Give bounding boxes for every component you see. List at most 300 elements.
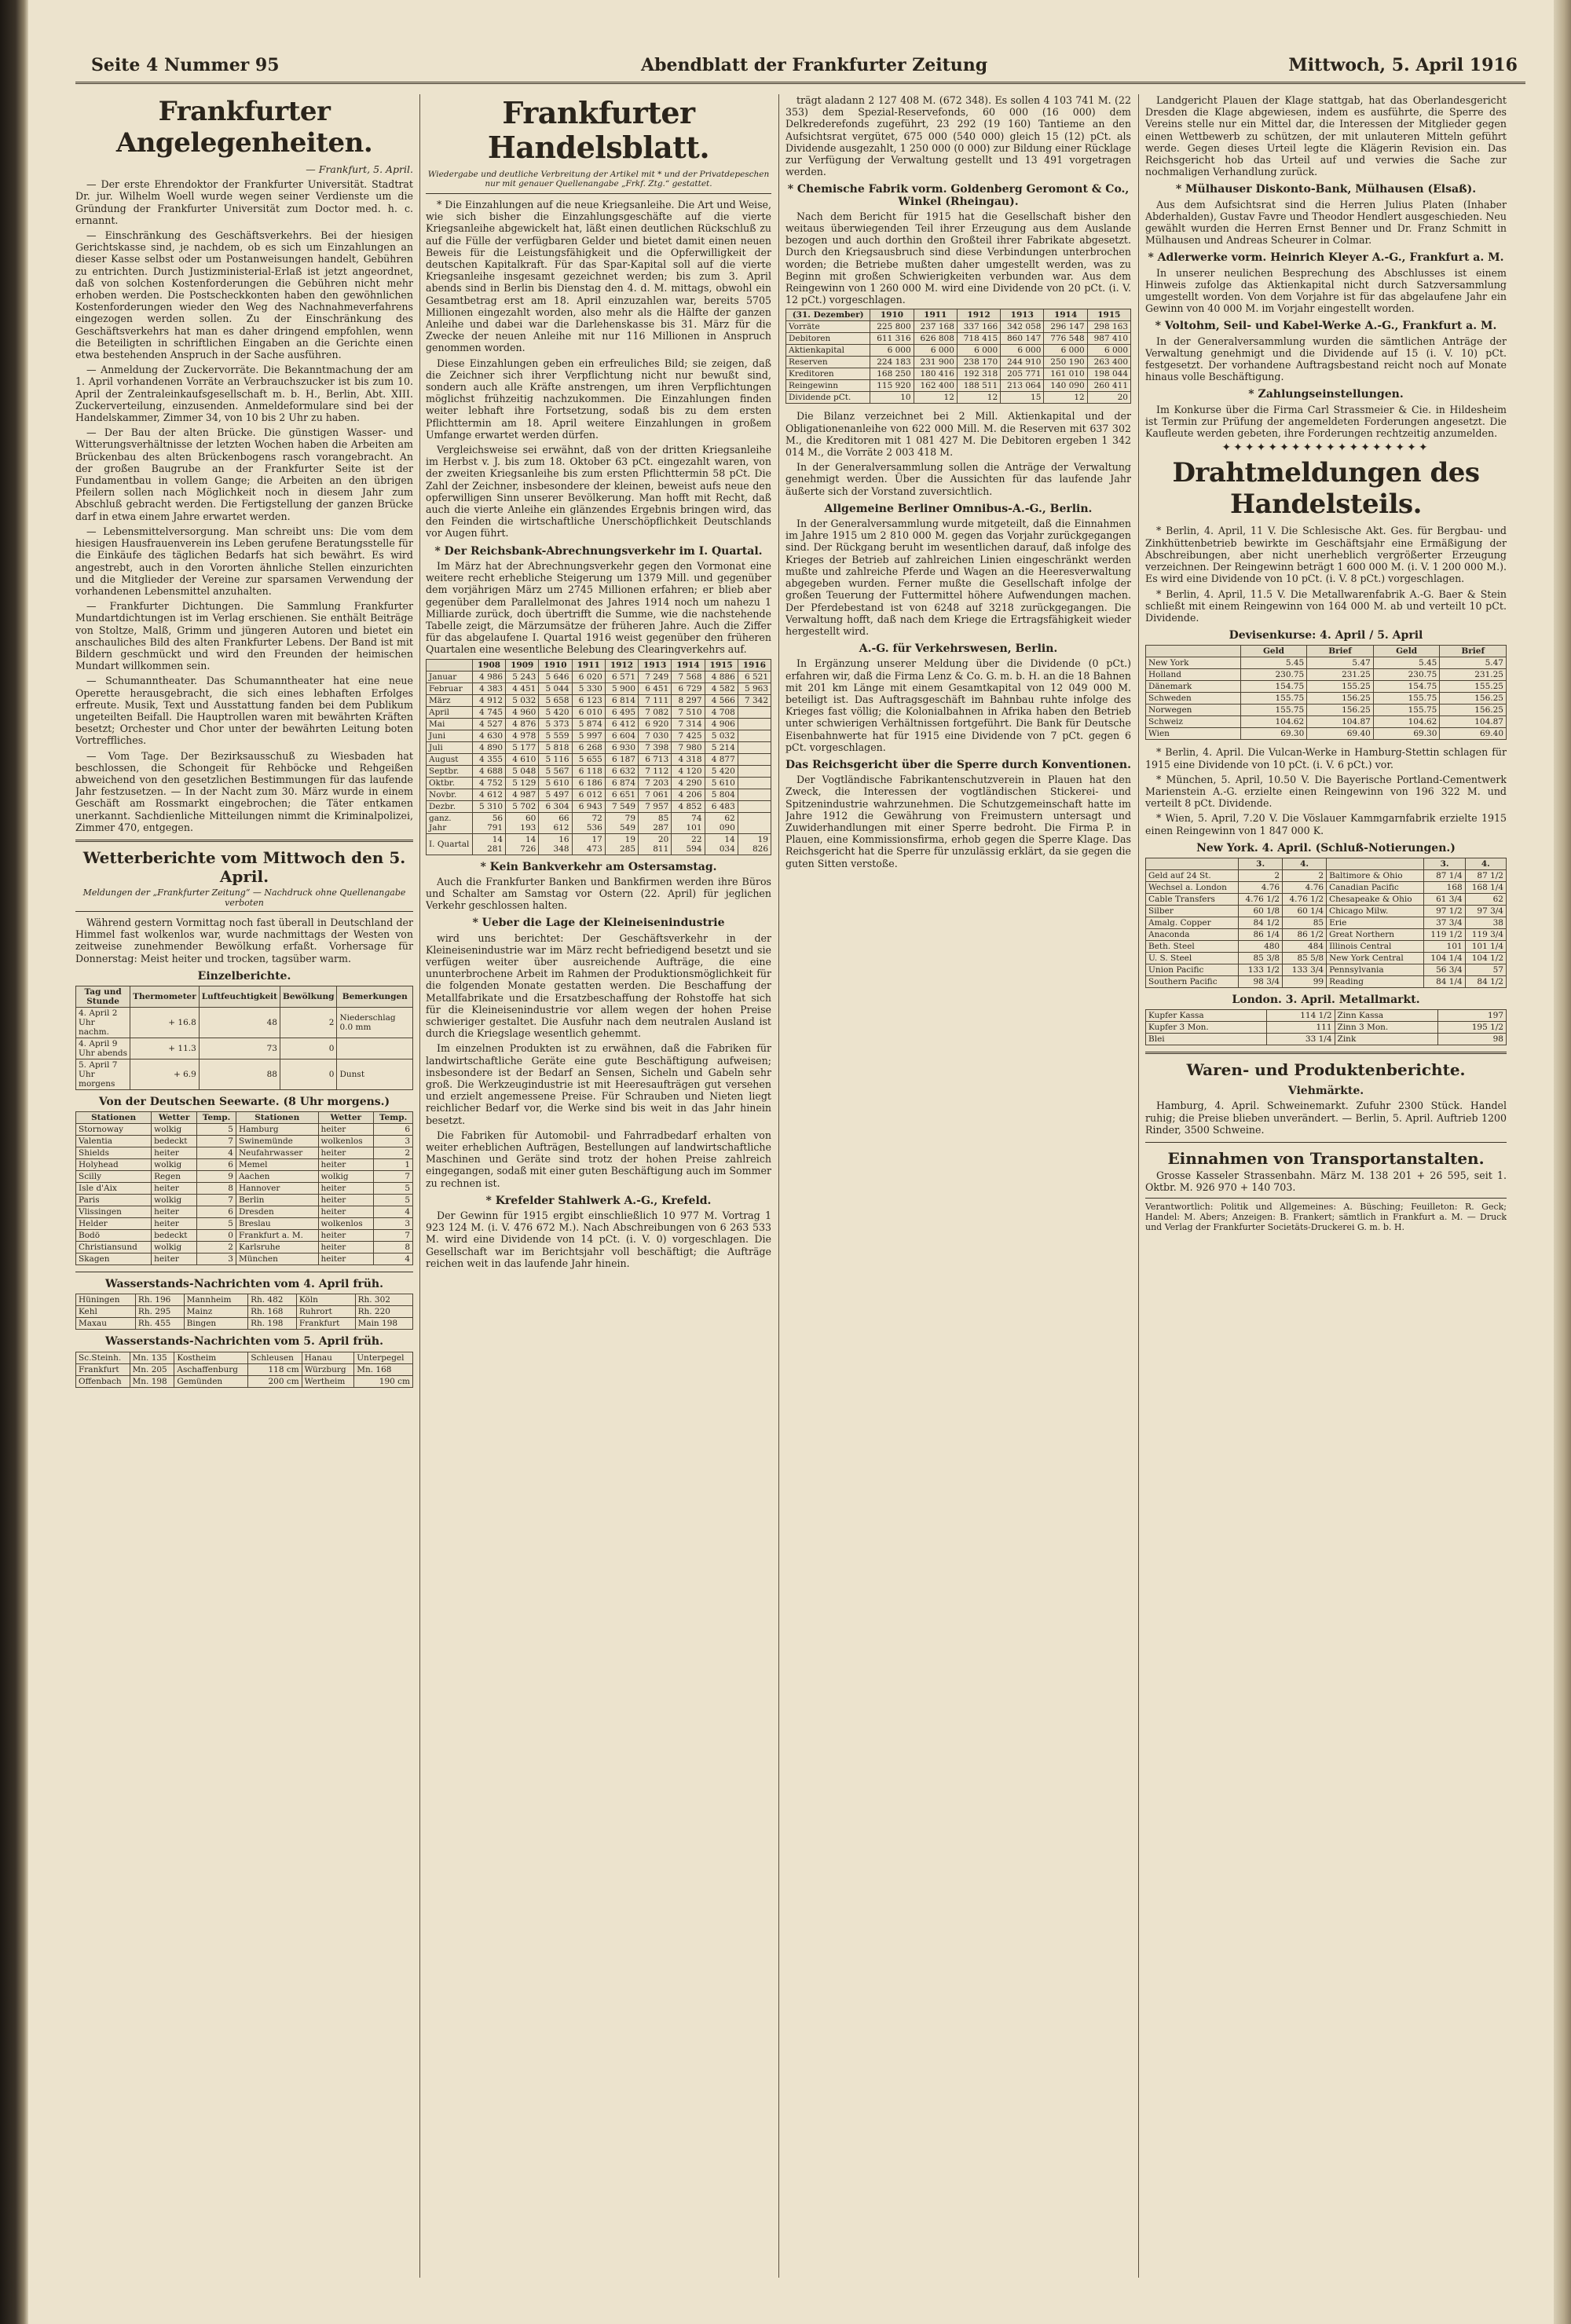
seewarte-header: Stationen: [76, 1112, 152, 1124]
water-report-title-2: Wasserstands-Nachrichten vom 5. April früh.: [105, 1335, 383, 1349]
clearing-header: [427, 659, 473, 671]
clearing-table: [426, 659, 771, 855]
clearing-header: 1912: [605, 659, 638, 671]
article-paragraph: — Der Bau der alten Brücke. Die günstigen Wasser- und Witterungsverhältnisse der letzten Wochen haben die Arbeiten am Brückenbau des alten Brückenbogens rasch vorangebracht. An der großen Baugrube an der Frankfurter Seite ist der Fundamentbau in vollem Gange; die Arbeiten an den übrigen Pfeilern sollen nach Möglichkeit noch in diesem Jahr zum Abschluß gebracht werden. Die Fertigstellung der ganzen Brücke darf in etwa einem Jahre erwartet werden.: [75, 426, 413, 522]
page-edge: [1554, 0, 1571, 2324]
seewarte-header: Stationen: [236, 1112, 318, 1124]
devisen-cell: Schweden: [1146, 693, 1241, 705]
clearing-cell: 7 314: [672, 718, 705, 730]
seewarte-cell: heiter: [152, 1206, 197, 1218]
clearing-cell: 4 906: [705, 718, 738, 730]
seewarte-row: [76, 1230, 413, 1242]
section-title-handelsblatt: Frankfurter Handelsblatt.: [487, 95, 710, 165]
balance-cell: 237 168: [914, 321, 957, 333]
devisen-row: [1146, 728, 1507, 740]
seewarte-table: [75, 1111, 413, 1265]
ny-row: [1146, 940, 1507, 952]
seewarte-row: [76, 1183, 413, 1195]
clearing-cell: 6 604: [605, 730, 638, 741]
seewarte-cell: 6: [374, 1124, 413, 1136]
clearing-row: [427, 730, 771, 741]
london-row: [1146, 1010, 1507, 1022]
clearing-cell: 66 612: [539, 812, 572, 833]
clearing-cell: 20 811: [639, 833, 672, 855]
london-cell: 114 1/2: [1266, 1010, 1335, 1022]
article-paragraph: — Lebensmittelversorgung. Man schreibt uns: Die vom dem hiesigen Hausfrauenverein ins Leben gerufene Beratungsstelle für die Einkäufe des täglichen Bedarfs hat sich bewährt. Es wird angestrebt, auch in den Vororten ähnliche Stellen einzurichten und die Mitglieder der Vereine zur sparsamen Verwendung der vorhandenen Lebensmittel anzuhalten.: [75, 525, 413, 597]
article-heading: * Chemische Fabrik vorm. Goldenberg Geromont & Co., Winkel (Rheingau).: [787, 183, 1130, 208]
seewarte-cell: heiter: [152, 1253, 197, 1265]
clearing-cell: 4 987: [506, 789, 539, 800]
seewarte-cell: 3: [197, 1253, 236, 1265]
water-report-table-2: [75, 1352, 413, 1388]
ny-cell: 101: [1424, 940, 1465, 952]
london-row: [1146, 1022, 1507, 1034]
seewarte-cell: 2: [197, 1242, 236, 1253]
devisen-cell: 5.47: [1307, 657, 1374, 669]
ny-cell: 119 1/2: [1424, 928, 1465, 940]
balance-cell: 296 147: [1044, 321, 1087, 333]
seewarte-row: [76, 1253, 413, 1265]
seewarte-cell: 3: [374, 1218, 413, 1230]
clearing-cell: [738, 706, 771, 718]
water-report-1-cell: Rh. 455: [135, 1318, 184, 1330]
water-report-2-row: [76, 1352, 413, 1363]
devisen-cell: 156.25: [1307, 705, 1374, 716]
london-cell: 33 1/4: [1266, 1034, 1335, 1045]
article-paragraph: Der Vogtländische Fabrikantenschutzverein in Plauen hat den Zweck, die Interessen der vogtländischen Stickerei- und Spitzenindustrie wahrzunehmen. Die Schutzgemeinschaft hatte im Jahre 1912 die Gewährung von Freimustern untersagt und Zuwiderhandlungen mit einer Sperre bedroht. Die Firma P. in Plauen, eine Kommissionsfirma, erhob gegen die Sperre Klage. Das Reichsgericht hat die Sperre für unzulässig erklärt, da sie gegen die guten Sitten verstoße.: [786, 774, 1131, 869]
balance-cell: Kreditoren: [786, 368, 870, 380]
ny-cell: 104 1/4: [1424, 952, 1465, 964]
clearing-cell: 6 632: [605, 765, 638, 777]
clearing-cell: 4 566: [705, 694, 738, 706]
ny-row: [1146, 928, 1507, 940]
clearing-cell: 6 020: [572, 671, 605, 683]
balance-cell: Reingewinn: [786, 380, 870, 392]
article-paragraph: — Anmeldung der Zuckervorräte. Die Bekanntmachung der am 1. April vorhandenen Vorräte an Verbrauchszucker ist bis zum 10. April der Zentraleinkaufsgesellschaft m. b. H., Berlin, Abt. XIII. Zuckerverteilung, einzusenden. Anmeldeformulare sind bei der Handelskammer, Zimmer 34, von 10 bis 2 Uhr zu haben.: [75, 364, 413, 424]
article-heading: * Adlerwerke vorm. Heinrich Kleyer A.-G., Frankfurt a. M.: [1148, 251, 1504, 265]
ny-cell: 86 1/4: [1239, 928, 1283, 940]
clearing-cell: Juni: [427, 730, 473, 741]
ny-cell: 104 1/2: [1465, 952, 1506, 964]
clearing-cell: 5 610: [539, 777, 572, 789]
ny-cell: Amalg. Copper: [1146, 917, 1239, 928]
clearing-cell: [738, 718, 771, 730]
balance-header: 1910: [870, 309, 914, 321]
seewarte-cell: 4: [374, 1206, 413, 1218]
clearing-cell: 6 304: [539, 800, 572, 812]
clearing-cell: 6 451: [639, 683, 672, 694]
water-report-1-cell: Rh. 198: [248, 1318, 297, 1330]
devisen-cell: 230.75: [1240, 669, 1307, 681]
seewarte-cell: wolkig: [152, 1124, 197, 1136]
devisen-row: [1146, 716, 1507, 728]
local-weather-cell: Niederschlag 0.0 mm: [337, 1007, 413, 1038]
balance-header: 1912: [957, 309, 1000, 321]
clearing-cell: 4 582: [705, 683, 738, 694]
devisen-cell: Schweiz: [1146, 716, 1241, 728]
london-cell: Blei: [1146, 1034, 1267, 1045]
clearing-row: [427, 777, 771, 789]
ornament-divider: ✦✦✦✦✦✦✦✦✦✦✦✦✦✦✦✦✦✦: [1221, 441, 1430, 455]
devisen-cell: 69.40: [1307, 728, 1374, 740]
ny-row: [1146, 952, 1507, 964]
seewarte-cell: Skagen: [76, 1253, 152, 1265]
clearing-cell: 22 594: [672, 833, 705, 855]
clearing-header: 1909: [506, 659, 539, 671]
ny-cell: 97 3/4: [1465, 905, 1506, 917]
balance-cell: 140 090: [1044, 380, 1087, 392]
clearing-row: [427, 800, 771, 812]
devisen-cell: 104.87: [1307, 716, 1374, 728]
seewarte-cell: 2: [374, 1147, 413, 1159]
clearing-row: [427, 718, 771, 730]
devisen-row: [1146, 693, 1507, 705]
seewarte-cell: Memel: [236, 1159, 318, 1171]
clearing-cell: 4 206: [672, 789, 705, 800]
clearing-cell: 7 030: [639, 730, 672, 741]
seewarte-cell: 6: [197, 1206, 236, 1218]
clearing-cell: 4 877: [705, 753, 738, 765]
clearing-cell: 5 646: [539, 671, 572, 683]
water-report-2-cell: Würzburg: [302, 1363, 354, 1375]
water-report-2-cell: Schleusen: [248, 1352, 302, 1363]
ny-cell: 37 3/4: [1424, 917, 1465, 928]
water-report-1-cell: Hüningen: [76, 1294, 136, 1306]
ny-cell: Silber: [1146, 905, 1239, 917]
water-report-2-cell: Aschaffenburg: [174, 1363, 248, 1375]
water-report-1-cell: Main 198: [355, 1318, 412, 1330]
clearing-cell: 7 111: [639, 694, 672, 706]
clearing-cell: 5 963: [738, 683, 771, 694]
ny-header: [1146, 858, 1239, 869]
seewarte-cell: Valentia: [76, 1136, 152, 1147]
balance-cell: 244 910: [1001, 357, 1044, 368]
seewarte-cell: 5: [197, 1218, 236, 1230]
article-paragraph: In unserer neulichen Besprechung des Abschlusses ist einem Hinweis zufolge das Aktienkapital nicht durch Satzversammlung umgestellt worden. Von dem Vorjahre ist für das abgelaufene Jahr ein Gewinn von 40 000 M. im Vorjahr eingestellt worden.: [1145, 266, 1507, 315]
local-weather-cell: Dunst: [337, 1059, 413, 1089]
seewarte-cell: Stornoway: [76, 1124, 152, 1136]
seewarte-cell: heiter: [318, 1253, 374, 1265]
london-cell: Zink: [1335, 1034, 1438, 1045]
devisen-header: Geld: [1240, 646, 1307, 657]
seewarte-row: [76, 1242, 413, 1253]
clearing-cell: 5 497: [539, 789, 572, 800]
water-report-2-cell: Kostheim: [174, 1352, 248, 1363]
clearing-cell: 5 900: [605, 683, 638, 694]
article-paragraph: In Ergänzung unserer Meldung über die Dividende (0 pCt.) erfahren wir, daß die Firma Lenz & Co. G. m. b. H. an die 18 Bahnen mit 201 km Länge mit einem Gesamtkapital von 12 049 000 M. beteiligt ist. Das Auftragsgeschäft im Bahnbau ruhte infolge des Krieges fast völlig; die Kolonialbahnen in Afrika haben den Betrieb unter schwierigen Verhältnissen fortgeführt. Die Bank für Deutsche Eisenbahnwerte hat für 1915 eine Dividende von 7 pCt. gegen 6 pCt. vorgeschlagen.: [786, 657, 1131, 753]
clearing-cell: 14 034: [705, 833, 738, 855]
balance-row: [786, 368, 1131, 380]
local-weather-header: Thermometer: [130, 986, 200, 1007]
balance-cell: 298 163: [1087, 321, 1130, 333]
balance-cell: 231 900: [914, 357, 957, 368]
article-paragraph: — Der erste Ehrendoktor der Frankfurter Universität. Stadtrat Dr. jur. Wilhelm Woell wurde wegen seiner Verdienste um die Gründung der Frankfurter Universität zum Doctor med. h. c. ernannt.: [75, 178, 413, 226]
ny-cell: 84 1/4: [1424, 975, 1465, 987]
seewarte-cell: Helder: [76, 1218, 152, 1230]
clearing-cell: 4 610: [506, 753, 539, 765]
local-weather-cell: 2: [280, 1007, 337, 1038]
clearing-cell: 5 804: [705, 789, 738, 800]
clearing-header: 1908: [472, 659, 505, 671]
clearing-cell: 6 495: [605, 706, 638, 718]
article-paragraph: Die Fabriken für Automobil- und Fahrradbedarf erhalten von weiter erheblichen Aufträgen, Bestellungen auf landwirtschaftliche Maschinen und Geräte sind trotz der hohen Preise zahlreich eingegangen, sodaß mit einer guten Beschäftigung auch im Sommer zu rechnen ist.: [426, 1129, 771, 1189]
seewarte-cell: 0: [197, 1230, 236, 1242]
balance-row: [786, 380, 1131, 392]
ny-cell: Southern Pacific: [1146, 975, 1239, 987]
clearing-cell: 5 655: [572, 753, 605, 765]
balance-cell: Aktienkapital: [786, 345, 870, 357]
ny-header: 4.: [1465, 858, 1506, 869]
column-business-4: [1145, 94, 1507, 2278]
header-page-number: Seite 4 Nummer 95: [91, 55, 280, 75]
ny-cell: Wechsel a. London: [1146, 881, 1239, 893]
local-weather-row: [76, 1059, 413, 1089]
devisen-cell: 69.30: [1373, 728, 1440, 740]
local-weather-header: Luftfeuchtigkeit: [199, 986, 280, 1007]
clearing-cell: 19 285: [605, 833, 638, 855]
clearing-cell: 6 521: [738, 671, 771, 683]
ny-cell: 87 1/4: [1424, 869, 1465, 881]
balance-cell: 162 400: [914, 380, 957, 392]
clearing-cell: 4 612: [472, 789, 505, 800]
article-heading: * Kein Bankverkehr am Ostersamstag.: [480, 860, 717, 873]
seewarte-cell: Christiansund: [76, 1242, 152, 1253]
article-paragraph: Nach dem Bericht für 1915 hat die Gesellschaft bisher den weitaus überwiegenden Teil ihrer Erzeugung aus dem Auslande bezogen und auch dorthin den Großteil ihrer Fabrikate abgesetzt. Durch den Kriegsausbruch sind diese Verbindungen unterbrochen worden; die Betriebe mußten daher umgestellt werden, was zu Beginn mit großen Schwierigkeiten verbunden war. Aus dem Reingewinn von 1 260 000 M. wird eine Dividende von 20 pCt. (i. V. 12 pCt.) vorgeschlagen.: [786, 210, 1131, 306]
book-binding: [0, 0, 28, 2324]
devisen-cell: 155.75: [1373, 705, 1440, 716]
column-rule: [1138, 94, 1139, 2278]
article-paragraph: * Die Einzahlungen auf die neue Kriegsanleihe. Die Art und Weise, wie sich bisher die Einzahlungsgeschäfte auf die vierte Kriegsanleihe abgewickelt hat, läßt einen deutlichen Rückschluß zu auf die Fülle der verfügbaren Gelder und bietet damit einen neuen Beweis für die Leistungsfähigkeit und die Opferwilligkeit der deutschen Kapitalkraft. Für das Spar-Kapital soll auf die vierte Kriegsanleihe insgesamt gezeichnet werden; bis zum 3. April abends sind in Berlin bis Dienstag den 4. d. M. mittags, obwohl ein Gesamtbetrag erst am 18. April einzuzahlen war, bereits 5705 Millionen eingezahlt worden, also mehr als die Hälfte der ganzen Anleihe und dabei war die Darlehenskasse bis 31. März für die Zwecke der neuen Anleihe mit nur 116 Millionen in Anspruch genommen worden.: [426, 199, 771, 354]
devisen-cell: 69.30: [1240, 728, 1307, 740]
balance-cell: 192 318: [957, 368, 1000, 380]
ny-cell: 98 3/4: [1239, 975, 1283, 987]
clearing-cell: 4 912: [472, 694, 505, 706]
clearing-cell: 6 874: [605, 777, 638, 789]
seewarte-cell: heiter: [318, 1206, 374, 1218]
seewarte-row: [76, 1195, 413, 1206]
devisen-cell: Wien: [1146, 728, 1241, 740]
devisen-cell: 154.75: [1373, 681, 1440, 693]
clearing-cell: Februar: [427, 683, 473, 694]
seewarte-cell: Breslau: [236, 1218, 318, 1230]
clearing-cell: 5 610: [705, 777, 738, 789]
clearing-cell: 7 082: [639, 706, 672, 718]
clearing-cell: 4 890: [472, 741, 505, 753]
clearing-cell: [738, 765, 771, 777]
clearing-row: [427, 706, 771, 718]
water-report-1-cell: Maxau: [76, 1318, 136, 1330]
clearing-cell: 5 032: [705, 730, 738, 741]
seewarte-cell: heiter: [318, 1124, 374, 1136]
clearing-cell: 7 568: [672, 671, 705, 683]
ny-cell: Baltimore & Ohio: [1327, 869, 1424, 881]
balance-cell: 6 000: [957, 345, 1000, 357]
water-report-1-cell: Bingen: [184, 1318, 247, 1330]
seewarte-cell: wolkig: [152, 1242, 197, 1253]
clearing-cell: 4 688: [472, 765, 505, 777]
london-cell: Zinn Kassa: [1335, 1010, 1438, 1022]
devisen-cell: 156.25: [1440, 693, 1507, 705]
balance-row: [786, 333, 1131, 345]
local-weather-cell: 88: [199, 1059, 280, 1089]
clearing-cell: 5 243: [506, 671, 539, 683]
newspaper-page: [75, 49, 1525, 2292]
clearing-cell: 5 330: [572, 683, 605, 694]
ny-cell: Great Northern: [1327, 928, 1424, 940]
article-paragraph: — Schumanntheater. Das Schumanntheater hat eine neue Operette herausgebracht, die sich eines lebhaften Erfolges erfreute. Musik, Text und Ausstattung fanden bei dem Publikum ungeteilten Beifall. Die Hauptrollen waren mit bewährten Kräften besetzt; Orchester und Chor unter der bewährten Leitung boten Vortreffliches.: [75, 675, 413, 747]
seewarte-cell: wolkenlos: [318, 1218, 374, 1230]
ny-cell: Union Pacific: [1146, 964, 1239, 975]
article-paragraph: — Vom Tage. Der Bezirksausschuß zu Wiesbaden hat beschlossen, die Schongeit für Rehböcke und Rehgeißen abweichend von den gesetzlichen Bestimmungen für das laufende Jahr festzusetzen. — In der Nacht zum 30. März wurde in einem Geschäft am Rossmarkt eingebrochen; die Täter entkamen unerkannt. Sachdienliche Mitteilungen nimmt die Kriminalpolizei, Zimmer 470, entgegen.: [75, 749, 413, 833]
balance-cell: 260 411: [1087, 380, 1130, 392]
devisen-cell: 5.45: [1373, 657, 1440, 669]
devisen-title: Devisenkurse: 4. April / 5. April: [1229, 629, 1423, 642]
clearing-cell: 74 101: [672, 812, 705, 833]
ny-table: [1145, 858, 1507, 988]
balance-cell: Vorräte: [786, 321, 870, 333]
local-weather-header: Bewölkung: [280, 986, 337, 1007]
clearing-cell: 4 355: [472, 753, 505, 765]
clearing-cell: 7 398: [639, 741, 672, 753]
ny-cell: 57: [1465, 964, 1506, 975]
section-title-angelegenheiten: Frankfurter Angelegenheiten.: [115, 96, 373, 159]
article-paragraph: wird uns berichtet: Der Geschäftsverkehr in der Kleineisenindustrie war im März recht befriedigend besetzt und sie verfügen weiter über ausreichende Aufträge, die eine ununterbrochene Arbeit im Rahmen der Produktionsmöglichkeit für die folgenden Monate gestatten werden. Die Beschaffung der Metallfabrikate und die Ersatzbeschaffung der Rohstoffe hat sich für die Kleineisenindustrie vor allem wegen der hohen Preise schwieriger gestaltet. Die Ausfuhr nach dem neutralen Ausland ist durch die Kriegslage wesentlich gehemmt.: [426, 931, 771, 1040]
clearing-cell: 5 874: [572, 718, 605, 730]
clearing-cell: 14 281: [472, 833, 505, 855]
clearing-cell: 79 549: [605, 812, 638, 833]
article-paragraph: trägt aladann 2 127 408 M. (672 348). Es sollen 4 103 741 M. (22 353) dem Spezial-Reservefonds, 60 000 (16 000) dem Delkrederefonds zugeführt, 23 292 (19 160) Tantieme an den Aufsichtsrat vergütet, 675 000 (540 000) gleich 15 (12) pCt. als Dividende ausgezahlt, 1 250 000 (0 000) zur Bildung einer Rücklage zur Verfügung der Verwaltung gestellt und 13 491 vorgetragen werden.: [786, 94, 1131, 178]
devisen-header: [1146, 646, 1241, 657]
clearing-row: [427, 789, 771, 800]
balance-cell: 224 183: [870, 357, 914, 368]
devisen-cell: Holland: [1146, 669, 1241, 681]
seewarte-cell: Frankfurt a. M.: [236, 1230, 318, 1242]
clearing-cell: 6 412: [605, 718, 638, 730]
local-weather-cell: 0: [280, 1059, 337, 1089]
local-weather-header: Bemerkungen: [337, 986, 413, 1007]
balance-cell: 776 548: [1044, 333, 1087, 345]
seewarte-cell: bedeckt: [152, 1136, 197, 1147]
clearing-cell: [738, 753, 771, 765]
clearing-row: [427, 671, 771, 683]
divider: [1145, 1052, 1507, 1054]
clearing-header: 1911: [572, 659, 605, 671]
balance-cell: 20: [1087, 392, 1130, 404]
seewarte-cell: Swinemünde: [236, 1136, 318, 1147]
devisen-cell: 155.75: [1240, 705, 1307, 716]
balance-cell: 12: [957, 392, 1000, 404]
ny-header: [1327, 858, 1424, 869]
seewarte-cell: Vlissingen: [76, 1206, 152, 1218]
article-paragraph: In der Generalversammlung wurden die sämtlichen Anträge der Verwaltung genehmigt und die Dividende auf 15 (i. V. 10) pCt. festgesetzt. Der vorhandene Auftragsbestand reicht noch auf Monate hinaus volle Beschäftigung.: [1145, 335, 1507, 383]
local-weather-cell: 0: [280, 1038, 337, 1059]
ny-cell: 60 1/4: [1283, 905, 1327, 917]
seewarte-cell: wolkig: [152, 1159, 197, 1171]
clearing-cell: 6 118: [572, 765, 605, 777]
water-report-1-cell: Rh. 220: [355, 1306, 412, 1318]
london-cell: 197: [1438, 1010, 1507, 1022]
clearing-cell: 6 010: [572, 706, 605, 718]
seewarte-cell: heiter: [318, 1242, 374, 1253]
ny-cell: Chesapeake & Ohio: [1327, 893, 1424, 905]
seewarte-header: Temp.: [197, 1112, 236, 1124]
clearing-cell: 72 536: [572, 812, 605, 833]
seewarte-cell: Holyhead: [76, 1159, 152, 1171]
clearing-cell: 7 342: [738, 694, 771, 706]
clearing-cell: 6 814: [605, 694, 638, 706]
seewarte-cell: 7: [197, 1136, 236, 1147]
seewarte-cell: 8: [374, 1242, 413, 1253]
water-report-2-cell: Hanau: [302, 1352, 354, 1363]
devisen-cell: 69.40: [1440, 728, 1507, 740]
article-heading: * Mülhauser Diskonto-Bank, Mülhausen (Elsaß).: [1175, 183, 1477, 196]
seewarte-row: [76, 1171, 413, 1183]
seewarte-cell: heiter: [318, 1159, 374, 1171]
seewarte-cell: Hannover: [236, 1183, 318, 1195]
clearing-cell: April: [427, 706, 473, 718]
article-paragraph: — Frankfurter Dichtungen. Die Sammlung Frankfurter Mundartdichtungen ist im Verlag erschienen. Sie enthält Beiträge von Stoltze, Malß, Grimm und jüngeren Autoren und bietet ein anschauliches Bild des alten Frankfurter Lebens. Der Band ist mit Bildern geschmückt und wird den Freunden der heimischen Mundart willkommen sein.: [75, 600, 413, 672]
article-paragraph: Auch die Frankfurter Banken und Bankfirmen werden ihre Büros und Schalter am Samstag vor Ostern (22. April) für jeglichen Verkehr geschlossen halten.: [426, 875, 771, 912]
seewarte-cell: Paris: [76, 1195, 152, 1206]
clearing-header: 1910: [539, 659, 572, 671]
ny-row: [1146, 964, 1507, 975]
london-cell: Zinn 3 Mon.: [1335, 1022, 1438, 1034]
devisen-table: [1145, 645, 1507, 740]
balance-cell: 180 416: [914, 368, 957, 380]
clearing-cell: 6 943: [572, 800, 605, 812]
ny-cell: 38: [1465, 917, 1506, 928]
balance-cell: 6 000: [1044, 345, 1087, 357]
seewarte-cell: 7: [374, 1230, 413, 1242]
devisen-cell: 104.87: [1440, 716, 1507, 728]
clearing-cell: 5 567: [539, 765, 572, 777]
clearing-cell: 5 048: [506, 765, 539, 777]
clearing-cell: 7 112: [639, 765, 672, 777]
local-weather-cell: + 11.3: [130, 1038, 200, 1059]
seewarte-cell: Dresden: [236, 1206, 318, 1218]
article-paragraph: * Berlin, 4. April, 11 V. Die Schlesische Akt. Ges. für Bergbau- und Zinkhüttenbetrieb bewirkte im Geschäftsjahr eine Ermäßigung der Abschreibungen, aber nicht unerheblich vergrößerter Erzeugung verzeichnen. Der Reingewinn beträgt 1 600 000 M. (i. V. 1 200 000 M.). Es wird eine Dividende von 10 pCt. (i. V. 8 pCt.) vorgeschlagen.: [1145, 525, 1507, 585]
balance-header: 1915: [1087, 309, 1130, 321]
ny-header: 3.: [1424, 858, 1465, 869]
clearing-cell: 4 708: [705, 706, 738, 718]
clearing-cell: I. Quartal: [427, 833, 473, 855]
balance-cell: 168 250: [870, 368, 914, 380]
balance-cell: 10: [870, 392, 914, 404]
balance-cell: Reserven: [786, 357, 870, 368]
devisen-cell: 155.25: [1440, 681, 1507, 693]
clearing-row: [427, 812, 771, 833]
seewarte-row: [76, 1206, 413, 1218]
london-table: [1145, 1009, 1507, 1045]
clearing-cell: 6 186: [572, 777, 605, 789]
balance-cell: 611 316: [870, 333, 914, 345]
ny-cell: Reading: [1327, 975, 1424, 987]
london-title: London. 3. April. Metallmarkt.: [1232, 993, 1420, 1006]
water-report-2-cell: Unterpegel: [354, 1352, 413, 1363]
water-report-2-cell: Offenbach: [76, 1375, 130, 1387]
article-paragraph: Grosse Kasseler Strassenbahn. März M. 138 201 + 26 595, seit 1. Oktbr. M. 926 970 + 140 703.: [1145, 1169, 1507, 1194]
clearing-cell: 4 318: [672, 753, 705, 765]
clearing-row: [427, 683, 771, 694]
seewarte-cell: heiter: [318, 1147, 374, 1159]
water-report-2-cell: Gemünden: [174, 1375, 248, 1387]
clearing-cell: 16 348: [539, 833, 572, 855]
waren-title: Waren- und Produktenberichte.: [1186, 1060, 1466, 1080]
clearing-cell: 56 791: [472, 812, 505, 833]
london-cell: 111: [1266, 1022, 1335, 1034]
clearing-cell: 6 729: [672, 683, 705, 694]
clearing-cell: März: [427, 694, 473, 706]
